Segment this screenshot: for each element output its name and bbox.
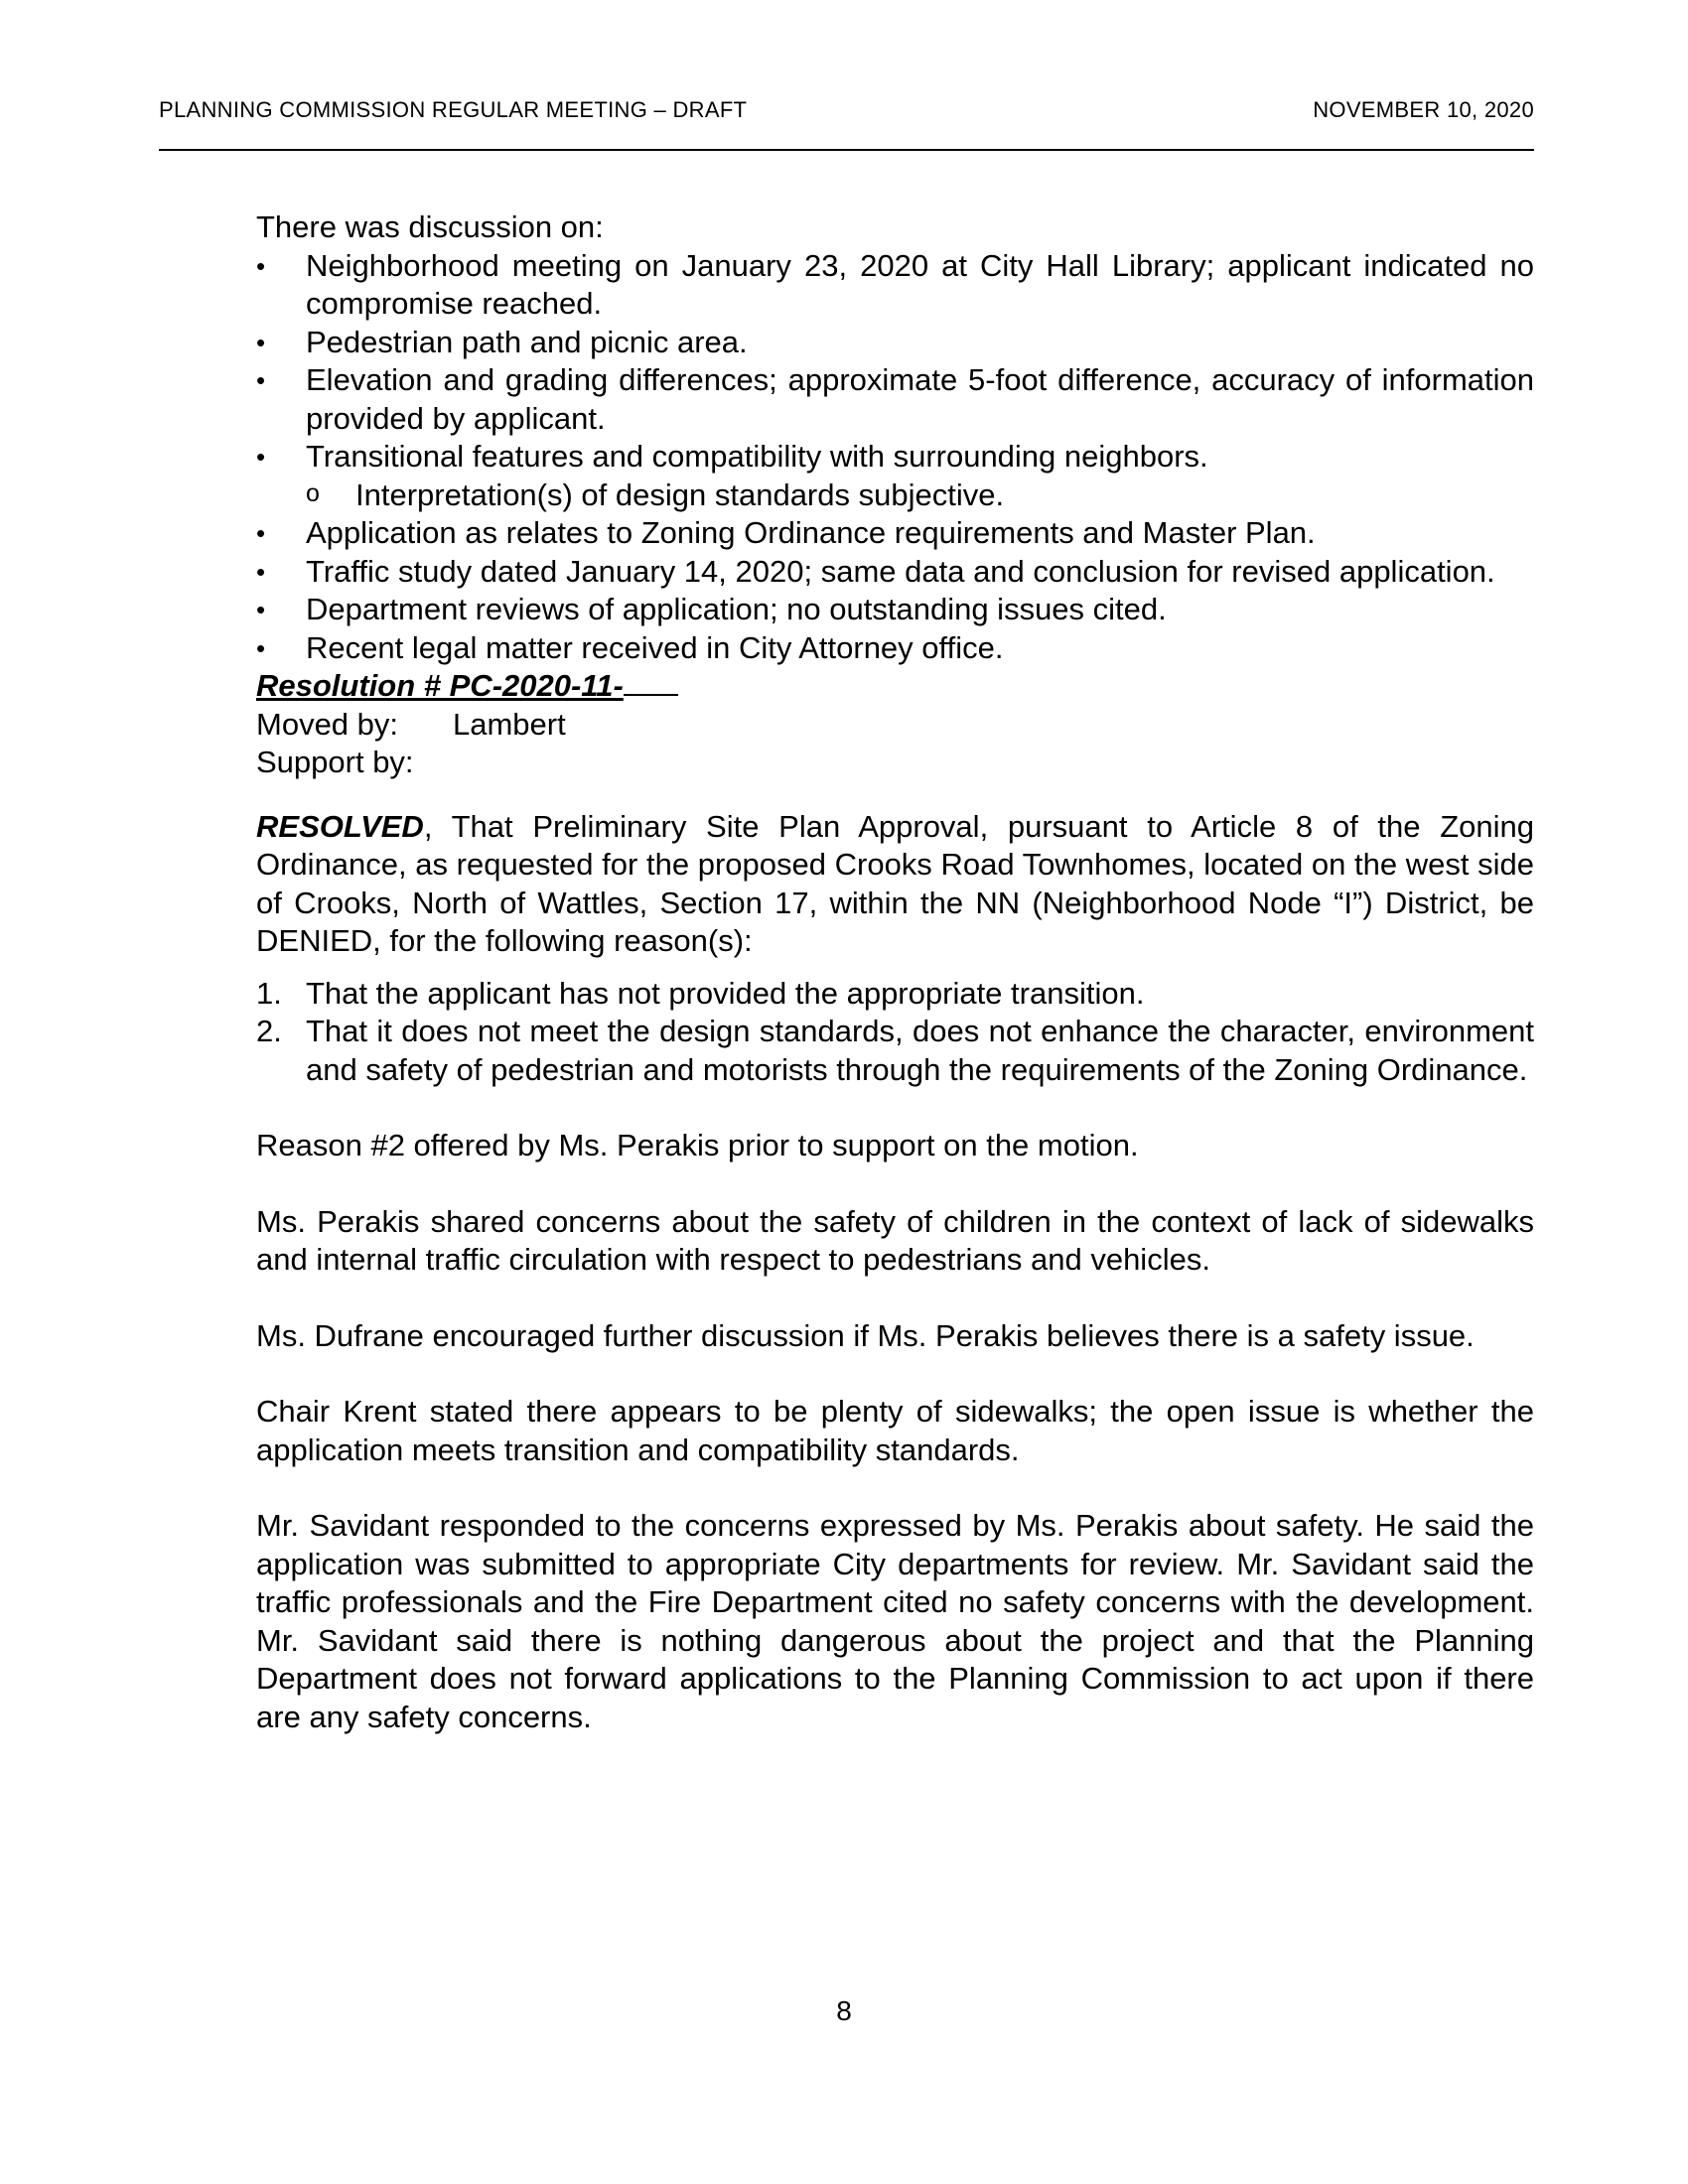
moved-by-row xyxy=(256,706,1534,745)
reason-text: That it does not meet the design standards, does not enhance the character, environment and safety of pedestrian and motorists through the requirements of the Zoning Ordinance. xyxy=(306,1014,1534,1087)
reason-item xyxy=(256,1013,1534,1089)
sub-list-item: o Interpretation(s) of design standards subjective. xyxy=(306,477,1534,515)
list-item: • Traffic study dated January 14, 2020; same data and conclusion for revised application. xyxy=(256,553,1534,592)
discussion-intro: There was discussion on: xyxy=(256,209,604,244)
list-item: • Pedestrian path and picnic area. xyxy=(256,324,1534,362)
reason-item xyxy=(256,975,1534,1014)
resolution-number: Resolution # PC-2020-11- xyxy=(256,668,624,703)
moved-by-value: Lambert xyxy=(453,706,566,742)
list-item: • Recent legal matter received in City Attorney office. xyxy=(256,629,1534,668)
list-item: • Elevation and grading differences; approximate 5-foot difference, accuracy of information provided by applicant. xyxy=(256,361,1534,438)
reason-text: That the applicant has not provided the appropriate transition. xyxy=(306,975,1145,1011)
page-number: 8 xyxy=(836,1995,852,2026)
resolution-text xyxy=(256,808,1534,961)
paragraph: Ms. Dufrane encouraged further discussion if Ms. Perakis believes there is a safety issue. xyxy=(256,1317,1475,1353)
paragraph: Mr. Savidant responded to the concerns expressed by Ms. Perakis about safety. He said the application was submitted to appropriate City departments for review. Mr. Savidant said the traffic professionals and the Fire Department cited no safety concerns with the development. Mr. Savidant said there is nothing dangerous about the project and that the Planning Department does not forward applications to the Planning Commission to act upon if there are any safety concerns. xyxy=(256,1508,1534,1734)
resolution-body: , That Preliminary Site Plan Approval, pursuant to Article 8 of the Zoning Ordinance, as requested for the proposed Crooks Road Townhomes, located on the west side of Crooks, North of Wattles, Section 17, within the NN (Neighborhood Node “I”) District, be DENIED, for the following reason(s): xyxy=(256,808,1534,958)
header-title: PLANNING COMMISSION REGULAR MEETING – DRAFT xyxy=(159,97,748,122)
discussion-list xyxy=(256,247,1534,668)
paragraph: Reason #2 offered by Ms. Perakis prior to support on the motion. xyxy=(256,1128,1139,1162)
list-item: • Department reviews of application; no outstanding issues cited. xyxy=(256,591,1534,629)
page-body xyxy=(256,208,1534,1736)
header-divider xyxy=(159,149,1534,151)
reason-number: 1. xyxy=(256,975,282,1011)
sub-list xyxy=(306,477,1534,515)
list-item: • Application as relates to Zoning Ordinance requirements and Master Plan. xyxy=(256,514,1534,553)
resolution-title xyxy=(256,667,1534,706)
resolved-keyword: RESOLVED xyxy=(256,808,424,844)
list-item xyxy=(256,438,1534,514)
support-by-label: Support by: xyxy=(256,745,414,779)
list-item: • Neighborhood meeting on January 23, 2020 at City Hall Library; applicant indicated no compromise reached. xyxy=(256,247,1534,324)
page-header xyxy=(159,97,1534,123)
reason-number: 2. xyxy=(256,1014,282,1048)
list-item-text: Transitional features and compatibility with surrounding neighbors. xyxy=(306,439,1208,474)
header-date: NOVEMBER 10, 2020 xyxy=(1313,97,1534,122)
resolution-number-blank xyxy=(624,668,678,696)
reasons-list xyxy=(256,975,1534,1090)
paragraph: Chair Krent stated there appears to be plenty of sidewalks; the open issue is whether the application meets transition and compatibility standards. xyxy=(256,1394,1534,1467)
moved-by-label: Moved by: xyxy=(256,706,399,742)
paragraph: Ms. Perakis shared concerns about the safety of children in the context of lack of sidewalks and internal traffic circulation with respect to pedestrians and vehicles. xyxy=(256,1203,1534,1277)
